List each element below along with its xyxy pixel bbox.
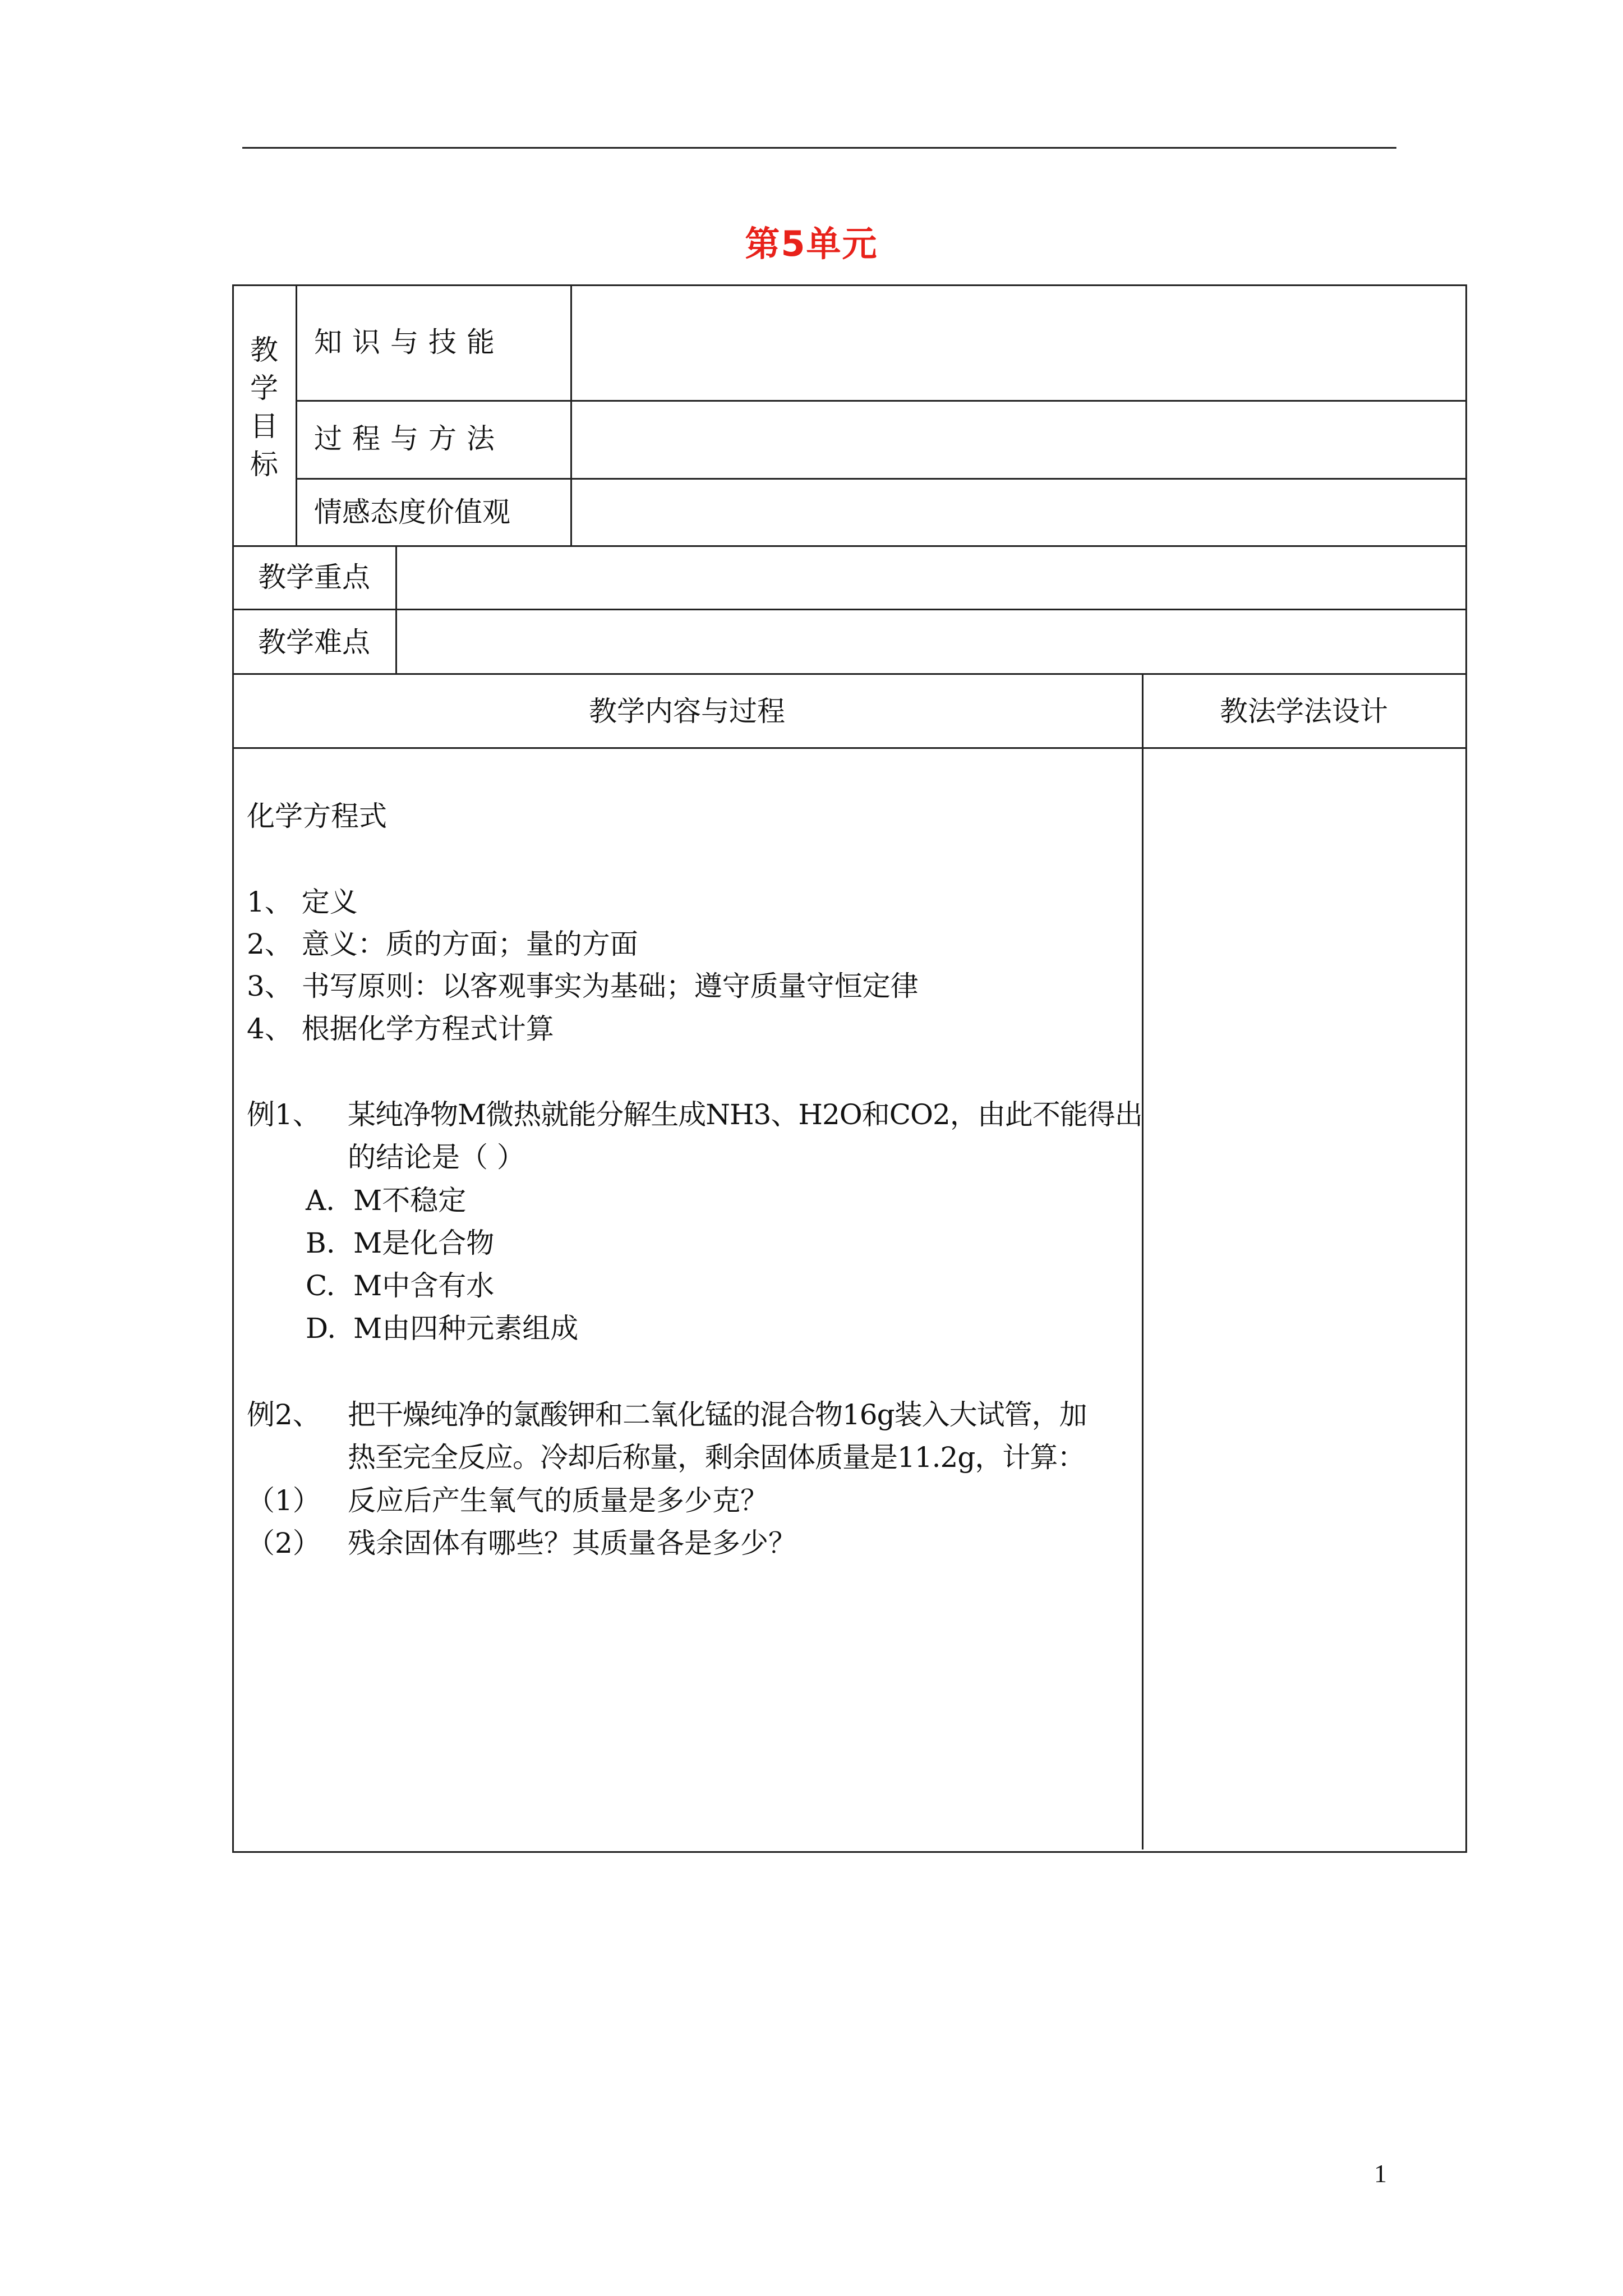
content-point-2: 2、 意义：质的方面；量的方面 [247,928,638,960]
example1-option-b-text: M是化合物 [353,1227,495,1259]
example1-text-line2: 的结论是（ ） [348,1141,525,1174]
example2-question-2-key: （2） [247,1527,321,1559]
example2-text-line1: 把干燥纯净的氯酸钾和二氧化锰的混合物16g装入大试管，加 [348,1398,1087,1431]
page-number: 1 [1374,2159,1387,2188]
method-column-header: 教法学法设计 [1220,695,1388,728]
teaching-goals-header: 教 学 目 标 [250,334,278,481]
content-method-divider [1142,673,1144,1849]
columns-header-bottom-sep [232,747,1465,749]
page-title: 第5单元 [745,223,878,264]
goals-bottom-sep [232,545,1465,547]
example1-option-c-text: M中含有水 [353,1269,495,1302]
example1-option-a-key: A. [306,1184,335,1217]
content-point-3: 3、 书写原则：以客观事实为基础；遵守质量守恒定律 [247,970,919,1002]
content-column-header: 教学内容与过程 [589,695,785,728]
content-point-1: 1、 定义 [247,886,358,918]
goals-row-sep-1 [296,400,1465,402]
example1-text-line1: 某纯净物M微热就能分解生成NH3、H2O和CO2，由此不能得出 [348,1098,1142,1131]
content-point-4: 4、 根据化学方程式计算 [247,1013,554,1045]
content-heading: 化学方程式 [247,800,387,832]
example1-label: 例1、 [247,1098,321,1131]
example2-question-2-text: 残余固体有哪些？其质量各是多少？ [348,1527,796,1559]
header-rule [242,147,1396,149]
example2-label: 例2、 [247,1398,321,1431]
difficulty-label: 教学难点 [258,626,370,659]
key-point-label: 教学重点 [258,561,370,593]
goals-header-divider [296,284,297,545]
example1-option-d-key: D. [306,1312,336,1345]
goal-label-attitude: 情感态度价值观 [314,496,510,528]
example2-text-line2: 热至完全反应。冷却后称量，剩余固体质量是11.2g，计算： [348,1441,1085,1474]
keypoint-bottom-sep [232,609,1465,610]
goal-label-process: 过程与方法 [314,422,505,455]
goals-row-sep-2 [296,478,1465,480]
example2-question-1-key: （1） [247,1484,321,1517]
example1-option-c-key: C. [306,1269,335,1302]
example1-option-b-key: B. [306,1227,335,1259]
goal-label-knowledge: 知识与技能 [314,326,505,358]
goals-label-divider [570,284,572,545]
difficulty-bottom-sep [232,673,1465,675]
example2-question-1-text: 反应后产生氧气的质量是多少克？ [348,1484,768,1517]
keypoint-divider [395,545,397,673]
example1-option-a-text: M不稳定 [353,1184,467,1217]
example1-option-d-text: M由四种元素组成 [353,1312,579,1345]
